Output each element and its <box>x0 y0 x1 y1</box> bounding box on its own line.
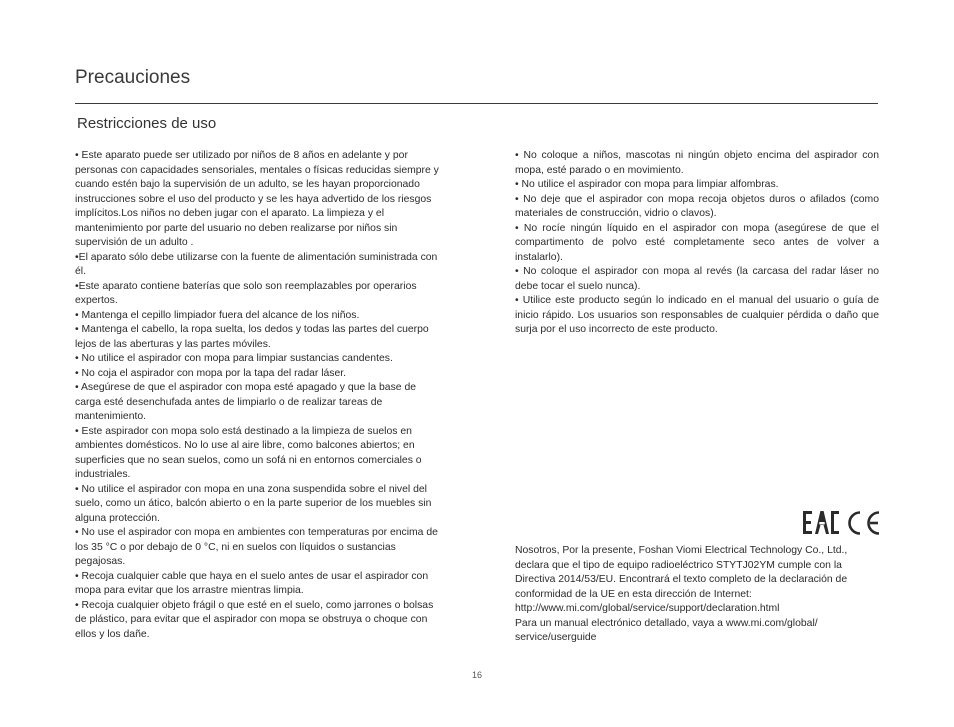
title-divider <box>75 103 878 104</box>
paragraph: • No utilice el aspirador con mopa en una zona suspendida sobre el nivel del suelo, como un ático, balcón abierto o en la parte superior de los muebles sin alguna protección. <box>75 483 432 524</box>
page-number: 16 <box>471 670 482 680</box>
right-column <box>515 149 879 338</box>
ce-mark-icon <box>850 513 880 534</box>
paragraph: • No rocíe ningún líquido en el aspirador con mopa (asegúrese de que el compartimento de polvo esté completamente seco antes de volver a instalarlo). <box>515 222 879 263</box>
section-heading: Restricciones de uso <box>77 115 217 132</box>
left-column <box>75 149 440 642</box>
paragraph: • Este aspirador con mopa solo está destinado a la limpieza de suelos en ambientes domésticos. No lo use al aire libre, como balcones abiertos; en superficies que no sean suelos, como un sofá ni en entornos comerciales o industriales. <box>75 425 422 480</box>
paragraph: • Utilice este producto según lo indicado en el manual del usuario o guía de inicio rápido. Los usuarios son responsables de cualquier pérdida o daño que surja por el uso incorrecto de este producto. <box>515 295 879 335</box>
paragraph: •El aparato sólo debe utilizarse con la fuente de alimentación suministrada con él. <box>75 251 438 277</box>
paragraph: • Asegúrese de que el aspirador con mopa esté apagado y que la base de carga esté desenchufada antes de limpiarlo o de realizar tareas de mantenimiento. <box>75 382 416 422</box>
paragraph: • No coja el aspirador con mopa por la tapa del radar láser. <box>75 367 347 379</box>
paragraph: • No coloque a niños, mascotas ni ningún objeto encima del aspirador con mopa, esté parado o en movimiento. <box>515 150 879 176</box>
paragraph: • Mantenga el cabello, la ropa suelta, los dedos y todas las partes del cuerpo lejos de las aberturas y las partes móviles. <box>75 324 429 350</box>
paragraph: • No coloque el aspirador con mopa al revés (la carcasa del radar láser no debe tocar el suelo nunca). <box>515 266 879 292</box>
paragraph: • Recoja cualquier objeto frágil o que esté en el suelo, como jarrones o bolsas de plástico, para evitar que el aspirador con mopa se obstruya o choque con ellos y los dañe. <box>75 599 434 640</box>
paragraph: Nosotros, Por la presente, Foshan Viomi Electrical Technology Co., Ltd., declara que el tipo de equipo radioeléctrico STYTJ02YM cumple con la Directiva 2014/53/EU. Encontrará el texto completo de la declaración de conformidad de la UE en esta dirección de Internet: http://www.mi.com/global/service/support/declaration.html <box>515 545 848 614</box>
paragraph: • Recoja cualquier cable que haya en el suelo antes de usar el aspirador con mopa para evitar que los arrastre mientras limpia. <box>75 570 429 596</box>
paragraph: • No use el aspirador con mopa en ambientes con temperaturas por encima de los 35 °C o por debajo de 0 °C, ni en suelos con líquidos o sustancias pegajosas. <box>75 527 438 567</box>
paragraph: • No utilice el aspirador con mopa para limpiar alfombras. <box>515 179 779 190</box>
paragraph: • Este aparato puede ser utilizado por niños de 8 años en adelante y por personas con capacidades sensoriales, mentales o físicas reducidas siempre y cuando estén bajo la supervisión de un adulto, se les hayan proporcionado instrucciones sobre el uso del producto y se les haya advertido de los riesgos implícitos.Los niños no deben jugar con el aparato. La limpieza y el mantenimiento por parte del usuario no deben realizarse por niños sin supervisión de un adulto . <box>75 150 439 248</box>
certification-marks <box>803 509 883 537</box>
paragraph: • No utilice el aspirador con mopa para limpiar sustancias candentes. <box>75 353 393 364</box>
declaration-text <box>515 544 879 646</box>
paragraph: • No deje que el aspirador con mopa recoja objetos duros o afilados (como materiales de construcción, vidrio o clavos). <box>515 193 879 219</box>
page-title: Precauciones <box>75 67 191 88</box>
paragraph: Para un manual electrónico detallado, vaya a www.mi.com/global/ service/userguide <box>515 617 818 643</box>
paragraph: • Mantenga el cepillo limpiador fuera del alcance de los niños. <box>75 309 360 321</box>
paragraph: •Este aparato contiene baterías que solo son reemplazables por operarios expertos. <box>75 280 417 306</box>
